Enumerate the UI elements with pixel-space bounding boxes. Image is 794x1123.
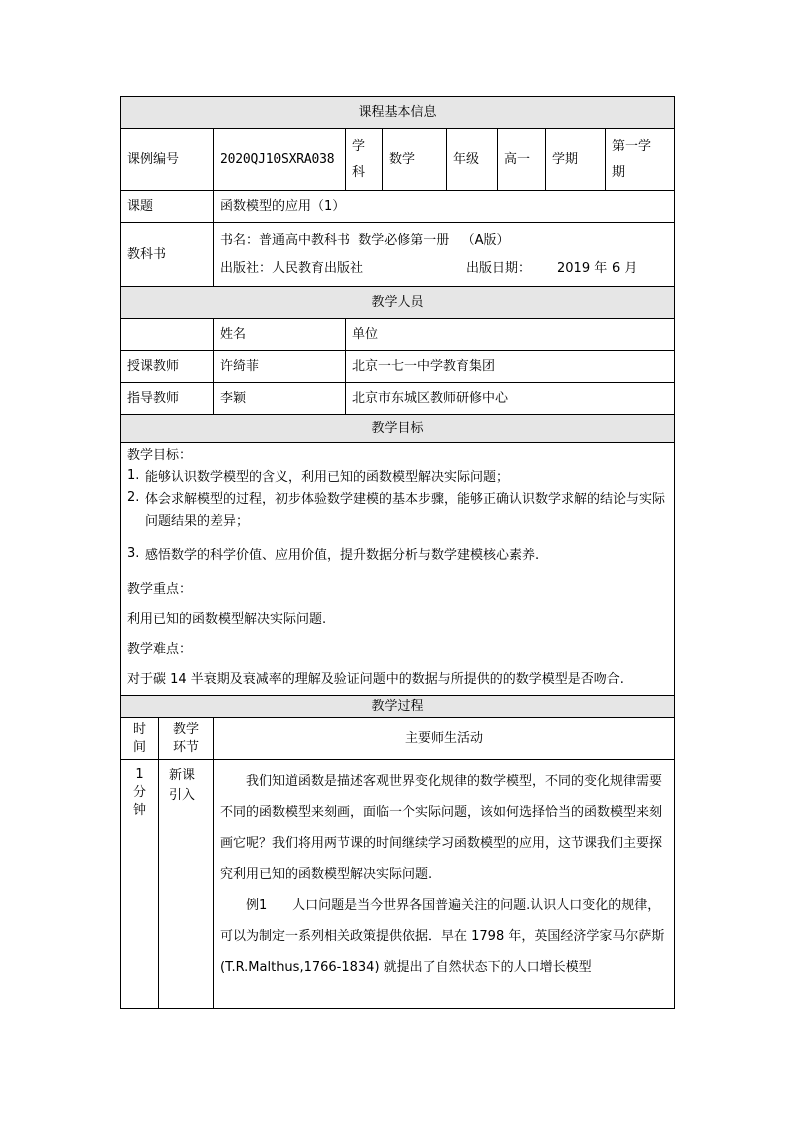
term-value-line: 第一学	[612, 139, 652, 154]
goal-text: 感悟数学的科学价值、应用价值，提升数据分析与数学建模核心素养.	[145, 548, 540, 563]
key-label: 教学重点：	[127, 582, 193, 597]
term-value	[606, 129, 675, 191]
pub-month: 6 月	[612, 260, 638, 276]
goal-item	[127, 545, 666, 567]
stage-header-line: 环节	[172, 739, 199, 755]
staff-header-row	[121, 319, 675, 351]
stage-cell	[159, 760, 214, 1009]
case-no-value: 2020QJ10SXRA038	[214, 129, 346, 191]
topic-label: 课题	[121, 191, 214, 223]
time-line: 钟	[132, 803, 146, 818]
section-header-process	[121, 696, 675, 718]
book-name: 书名：普通高中教科书 数学必修第一册 （A版）	[220, 232, 510, 248]
difficulty-text: 对于碳 14 半衰期及衰减率的理解及验证问题中的数据与所提供的的数学模型是否吻合.	[127, 672, 624, 687]
objectives-row	[121, 443, 675, 696]
term-label: 学期	[546, 129, 606, 191]
subject-value: 数学	[383, 129, 447, 191]
section-header-objectives	[121, 415, 675, 443]
grade-value: 高一	[498, 129, 546, 191]
textbook-label: 教科书	[121, 223, 214, 287]
key-text: 利用已知的函数模型解决实际问题.	[127, 612, 327, 627]
name-header: 姓名	[214, 319, 346, 351]
textbook-info	[214, 223, 675, 287]
topic-row	[121, 191, 675, 223]
staff-name: 李颖	[214, 383, 346, 415]
difficulty-label: 教学难点：	[127, 642, 193, 657]
process-header-row	[121, 718, 675, 760]
case-no-label: 课例编号	[121, 129, 214, 191]
goal-item	[127, 467, 666, 489]
section-header-staff	[121, 287, 675, 319]
goal-text: 体会求解模型的过程，初步体验数学建模的基本步骤，能够正确认识数学求解的结论与实际问题结果的差异；	[145, 492, 666, 529]
time-header-line: 间	[132, 739, 146, 755]
stage-line: 新课	[169, 768, 196, 783]
goal-number: 3.	[127, 546, 140, 561]
publisher-line	[220, 255, 674, 283]
goal-item	[127, 489, 666, 533]
process-row	[121, 760, 675, 1009]
activity-paragraph: 我们知道函数是描述客观世界变化规律的数学模型，不同的变化规律需要不同的函数模型来刻画，面临一个实际问题，该如何选择恰当的函数模型来刻画它呢？我们将用两节课的时间继续学习函数模型的应用，这节课我们主要探究利用已知的函数模型解决实际问题.	[220, 774, 663, 882]
activity-header: 主要师生活动	[214, 718, 675, 760]
section-title: 教学人员	[121, 287, 675, 319]
time-header	[121, 718, 159, 760]
staff-unit: 北京一七一中学教育集团	[346, 351, 675, 383]
blank-cell	[121, 319, 214, 351]
activity-cell	[214, 760, 675, 1009]
case-info-row	[121, 129, 675, 191]
time-header-line: 时	[132, 721, 146, 737]
activity-paragraph: 例1 人口问题是当今世界各国普遍关注的问题.认识人口变化的规律，可以为制定一系列相关政策提供依据．早在 1798 年，英国经济学家马尔萨斯(T.R.Malthus,1766-1834) 就提出了自然状态下的人口增长模型	[220, 898, 665, 975]
staff-row	[121, 351, 675, 383]
stage-line: 引入	[169, 788, 196, 803]
textbook-row	[121, 223, 675, 287]
staff-row	[121, 383, 675, 415]
subject-label-line: 科	[352, 165, 366, 180]
time-cell	[121, 760, 159, 1009]
section-header-basic-info	[121, 97, 675, 129]
topic-value: 函数模型的应用（1）	[214, 191, 675, 223]
stage-header	[159, 718, 214, 760]
stage-header-line: 教学	[172, 721, 199, 737]
goals-label: 教学目标：	[127, 448, 193, 463]
time-line: 1	[135, 767, 144, 782]
section-title: 教学过程	[121, 696, 675, 718]
section-title: 课程基本信息	[121, 97, 675, 129]
pub-year: 2019 年	[557, 260, 608, 276]
staff-role: 指导教师	[121, 383, 214, 415]
goal-number: 1.	[127, 468, 140, 483]
staff-unit: 北京市东城区教师研修中心	[346, 383, 675, 415]
grade-label: 年级	[447, 129, 498, 191]
goal-text: 能够认识数学模型的含义，利用已知的函数模型解决实际问题；	[145, 470, 510, 485]
staff-name: 许绮菲	[214, 351, 346, 383]
unit-header: 单位	[346, 319, 675, 351]
time-line: 分	[132, 785, 146, 800]
subject-label-line: 学	[352, 139, 366, 154]
subject-label	[346, 129, 383, 191]
pub-date-label: 出版日期：	[466, 260, 532, 276]
staff-role: 授课教师	[121, 351, 214, 383]
term-value-line: 期	[612, 165, 626, 180]
objectives-body	[121, 443, 675, 696]
goal-number: 2.	[127, 490, 140, 505]
publisher: 出版社：人民教育出版社	[220, 260, 364, 276]
lesson-plan-table	[120, 96, 675, 1009]
section-title: 教学目标	[121, 415, 675, 443]
